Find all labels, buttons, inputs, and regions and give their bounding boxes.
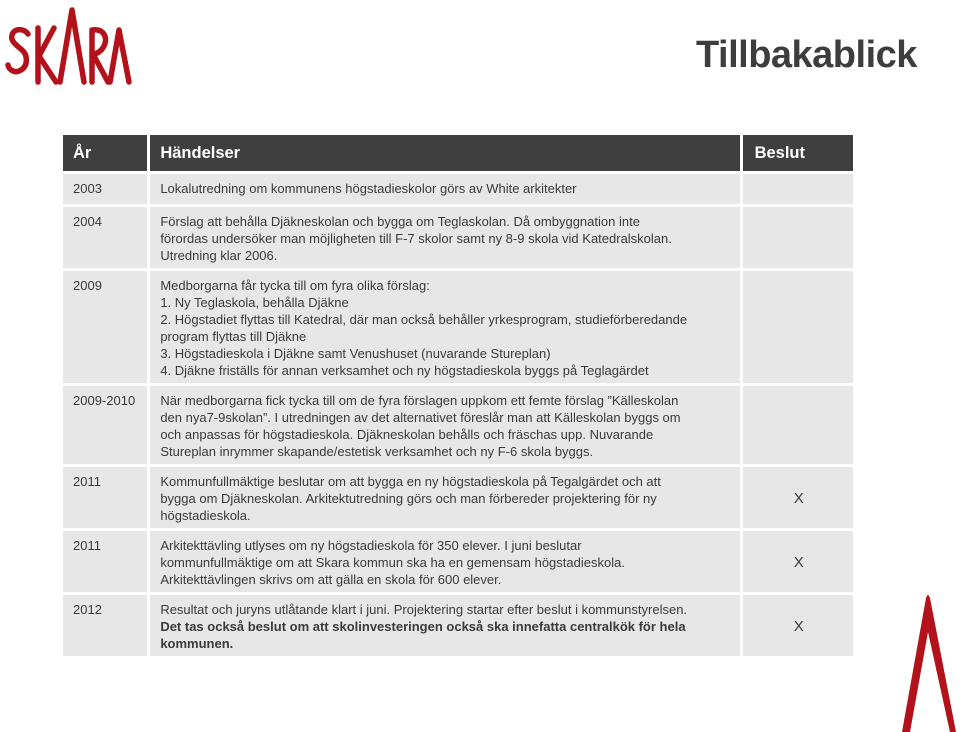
event-line: Stureplan inrymmer skapande/estetisk verksamhet och ny F-6 skola byggs.	[160, 444, 594, 459]
event-line: 3. Högstadieskola i Djäkne samt Venushuset (nuvarande Stureplan)	[160, 346, 551, 361]
row-event	[150, 271, 739, 383]
row-decision	[743, 271, 853, 383]
row-year: 2012	[63, 595, 147, 656]
table-row	[63, 531, 853, 592]
event-line: förordas undersöker man möjligheten till F-7 skolor samt ny 8-9 skola vid Katedralskolan.	[160, 231, 672, 246]
header-year: År	[63, 135, 147, 171]
event-line: bygga om Djäkneskolan. Arkitektutredning görs och man förbereder projektering för ny	[160, 491, 657, 506]
row-event	[150, 595, 739, 656]
row-event	[150, 174, 739, 204]
event-line: kommunen.	[160, 636, 234, 651]
event-line: och anpassas för högstadieskola. Djäkneskolan behålls och fräschas upp. Nuvarande	[160, 427, 654, 442]
table-row	[63, 271, 853, 383]
skara-logo	[4, 4, 132, 86]
event-line: Förslag att behålla Djäkneskolan och bygga om Teglaskolan. Då ombyggnation inte	[160, 214, 640, 229]
event-line: högstadieskola.	[160, 508, 251, 523]
event-line: När medborgarna fick tycka till om de fyra förslagen uppkom ett femte förslag ”Källeskolan	[160, 393, 679, 408]
event-line: Medborgarna får tycka till om fyra olika förslag:	[160, 278, 430, 293]
event-line: Det tas också beslut om att skolinvesteringen också ska innefatta centralkök för hela	[160, 619, 686, 634]
row-year: 2009-2010	[63, 386, 147, 464]
header-event: Händelser	[150, 135, 739, 171]
event-line: 4. Djäkne friställs för annan verksamhet och ny högstadieskola byggs på Teglagärdet	[160, 363, 649, 378]
event-line: 1. Ny Teglaskola, behålla Djäkne	[160, 295, 349, 310]
event-line: program flyttas till Djäkne	[160, 329, 307, 344]
row-event	[150, 207, 739, 268]
table-header-row	[63, 135, 853, 171]
table-row	[63, 595, 853, 656]
row-decision: X	[743, 595, 853, 656]
header-decision: Beslut	[743, 135, 853, 171]
row-decision	[743, 386, 853, 464]
event-line: Lokalutredning om kommunens högstadieskolor görs av White arkitekter	[160, 181, 577, 196]
event-line: Utredning klar 2006.	[160, 248, 278, 263]
event-line: 2. Högstadiet flyttas till Katedral, där man också behåller yrkesprogram, studieförberedande	[160, 312, 688, 327]
timeline-table	[60, 132, 856, 659]
row-event	[150, 531, 739, 592]
row-year: 2009	[63, 271, 147, 383]
page-title: Tillbakablick	[696, 34, 917, 76]
row-decision	[743, 207, 853, 268]
event-line: Kommunfullmäktige beslutar om att bygga en ny högstadieskola på Tegalgärdet och att	[160, 474, 661, 489]
row-year: 2004	[63, 207, 147, 268]
table-row	[63, 467, 853, 528]
row-year: 2003	[63, 174, 147, 204]
brand-accent-graphic	[898, 592, 960, 732]
table-row	[63, 174, 853, 204]
event-line: Resultat och juryns utlåtande klart i juni. Projektering startar efter beslut i kommunstyrelsen.	[160, 602, 688, 617]
row-decision	[743, 174, 853, 204]
row-decision: X	[743, 467, 853, 528]
table-row	[63, 386, 853, 464]
event-line: kommunfullmäktige om att Skara kommun ska ha en gemensam högstadieskola.	[160, 555, 625, 570]
row-decision: X	[743, 531, 853, 592]
event-line: den nya7-9skolan”. I utredningen av det alternativet föreslår man att Källeskolan byggs om	[160, 410, 681, 425]
event-line: Arkitekttävling utlyses om ny högstadieskola för 350 elever. I juni beslutar	[160, 538, 582, 553]
row-event	[150, 386, 739, 464]
row-event	[150, 467, 739, 528]
row-year: 2011	[63, 467, 147, 528]
event-line: Arkitekttävlingen skrivs om att gälla en skola för 600 elever.	[160, 572, 502, 587]
row-year: 2011	[63, 531, 147, 592]
table-row	[63, 207, 853, 268]
